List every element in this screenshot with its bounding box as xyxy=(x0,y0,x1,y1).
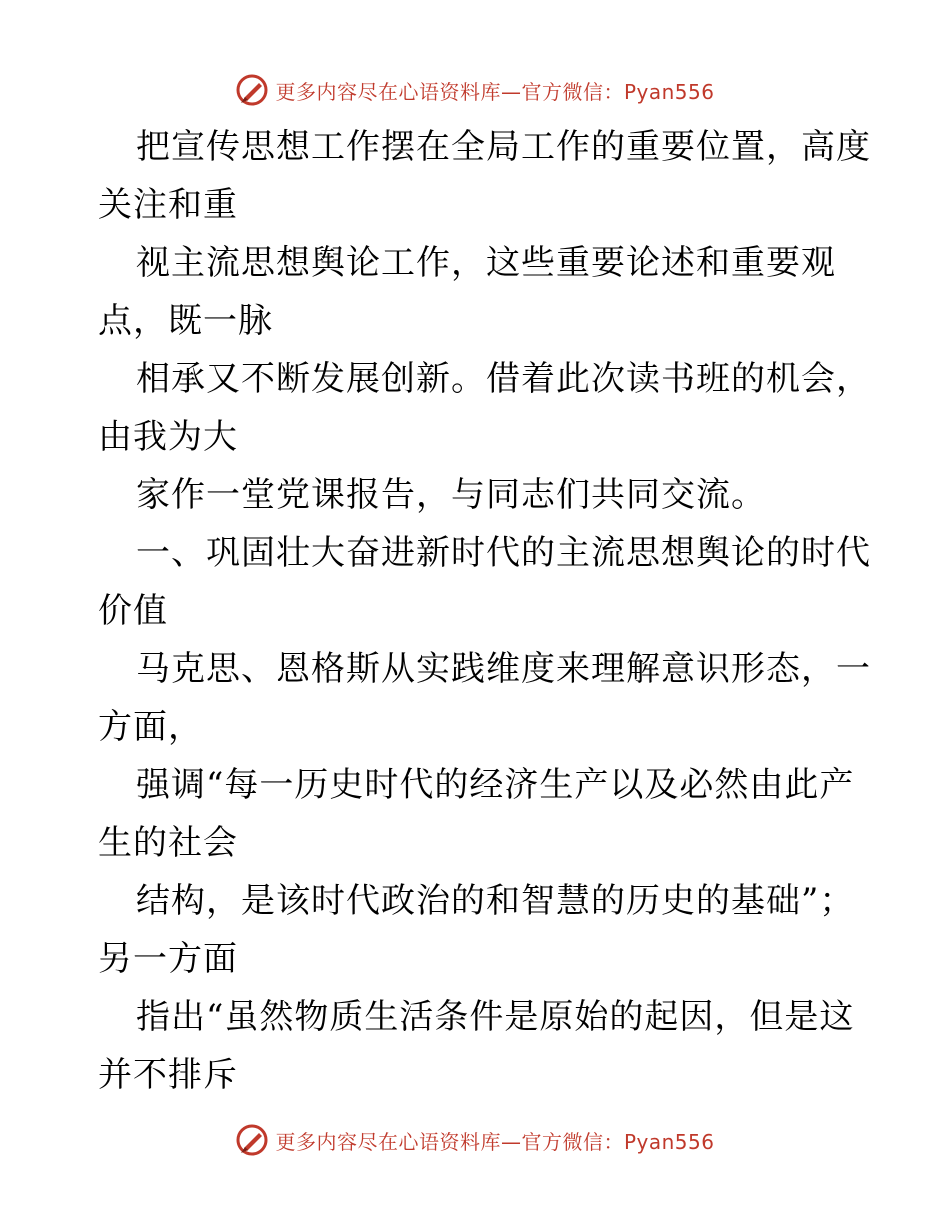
writing-pen-icon xyxy=(235,1123,269,1157)
section-heading-line: 价值 xyxy=(98,591,168,631)
text-line: 指出“虽然物质生活条件是原始的起因，但是这 xyxy=(136,997,855,1037)
text-line: 马克思、恩格斯从实践维度来理解意识形态，一 xyxy=(136,649,871,689)
text-line: 强调“每一历史时代的经济生产以及必然由此产 xyxy=(136,765,855,805)
text-line: 关注和重 xyxy=(98,185,238,225)
header-banner-text: 更多内容尽在心语资料库—官方微信：Pyan556 xyxy=(275,79,715,104)
text-line: 视主流思想舆论工作，这些重要论述和重要观 xyxy=(136,243,836,283)
footer-banner-text: 更多内容尽在心语资料库—官方微信：Pyan556 xyxy=(275,1129,715,1154)
footer-banner xyxy=(0,1120,950,1160)
document-body xyxy=(98,118,871,1104)
text-line: 由我为大 xyxy=(98,417,238,457)
text-line: 方面， xyxy=(98,707,203,747)
text-line: 并不排斥 xyxy=(98,1055,238,1095)
text-line: 相承又不断发展创新。借着此次读书班的机会， xyxy=(136,359,871,399)
text-line: 点，既一脉 xyxy=(98,301,273,341)
text-line: 把宣传思想工作摆在全局工作的重要位置，高度 xyxy=(136,127,871,167)
text-line: 结构，是该时代政治的和智慧的历史的基础”； xyxy=(136,881,855,921)
text-line: 另一方面 xyxy=(98,939,238,979)
header-banner xyxy=(0,70,950,110)
text-line: 家作一堂党课报告，与同志们共同交流。 xyxy=(136,475,766,515)
writing-pen-icon xyxy=(235,73,269,107)
section-heading-line: 一、巩固壮大奋进新时代的主流思想舆论的时代 xyxy=(136,533,871,573)
text-line: 生的社会 xyxy=(98,823,238,863)
